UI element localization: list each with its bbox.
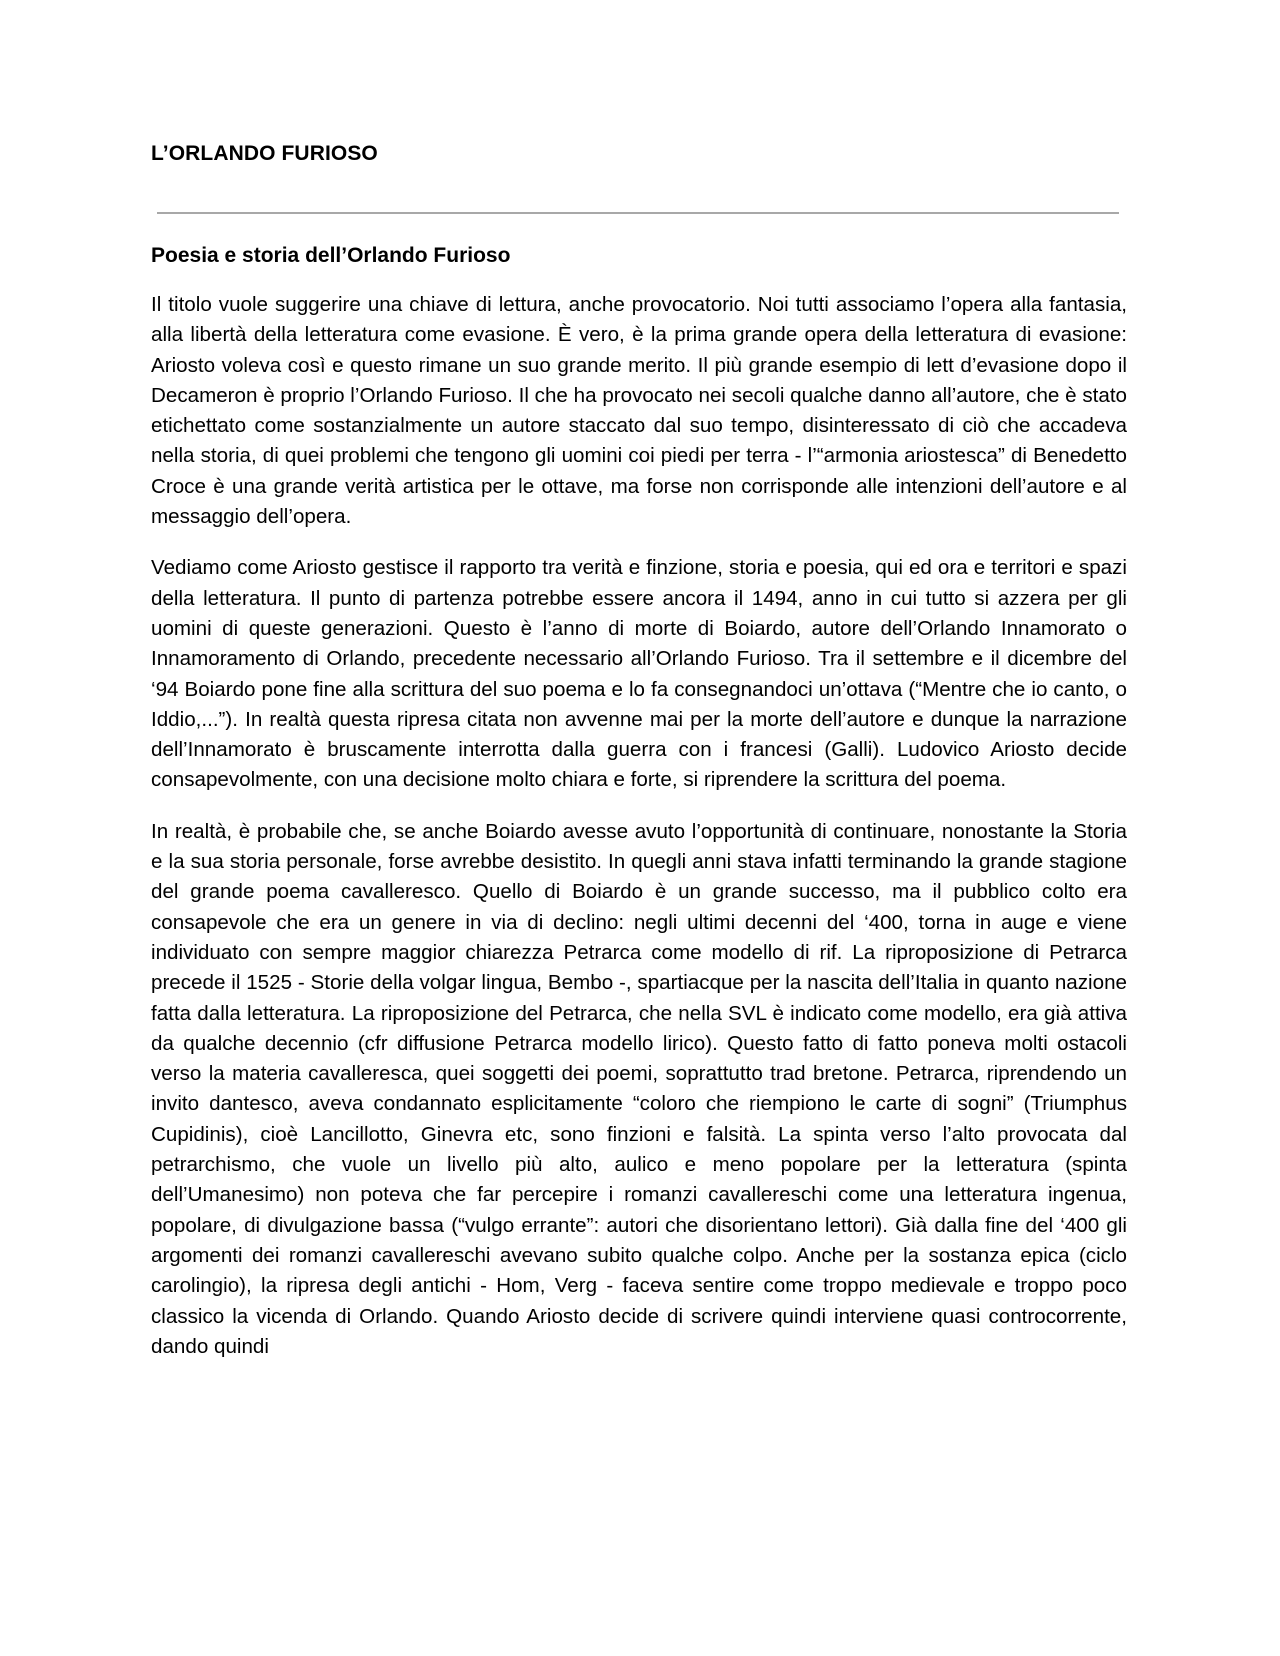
horizontal-rule — [157, 212, 1119, 214]
paragraph-3: In realtà, è probabile che, se anche Boiardo avesse avuto l’opportunità di continuare, nonostante la Storia e la sua storia personale, forse avrebbe desistito. In quegli anni stava infatti terminando la grande stagione del grande poema cavalleresco. Quello di Boiardo è un grande successo, ma il pubblico colto era consapevole che era un genere in via di declino: negli ultimi decenni del ‘400, torna in auge e viene individuato con sempre maggior chiarezza Petrarca come modello di rif. La riproposizione di Petrarca precede il 1525 - Storie della volgar lingua, Bembo -, spartiacque per la nascita dell’Italia in quanto nazione fatta dalla letteratura. La riproposizione del Petrarca, che nella SVL è indicato come modello, era già attiva da qualche decennio (cfr diffusione Petrarca modello lirico). Questo fatto di fatto poneva molti ostacoli verso la materia cavalleresca, quei soggetti dei poemi, soprattutto trad bretone. Petrarca, riprendendo un invito dantesco, aveva condannato esplicitamente “coloro che riempiono le carte di sogni” (Triumphus Cupidinis), cioè Lancillotto, Ginevra etc, sono finzioni e falsità. La spinta verso l’alto provocata dal petrarchismo, che vuole un livello più alto, aulico e meno popolare per la letteratura (spinta dell’Umanesimo) non poteva che far percepire i romanzi cavallereschi come una letteratura ingenua, popolare, di divulgazione bassa (“vulgo errante”: autori che disorientano lettori). Già dalla fine del ‘400 gli argomenti dei romanzi cavallereschi avevano subito qualche colpo. Anche per la sostanza epica (ciclo carolingio), la ripresa degli antichi - Hom, Verg - faceva sentire come troppo medievale e troppo poco classico la vicenda di Orlando. Quando Ariosto decide di scrivere quindi interviene quasi controcorrente, dando quindi — [151, 819, 1127, 1358]
document-page — [151, 140, 1127, 1362]
section-heading: Poesia e storia dell’Orlando Furioso — [151, 244, 511, 267]
paragraph-2: Vediamo come Ariosto gestisce il rapporto tra verità e finzione, storia e poesia, qui ed ora e territori e spazi della letteratura. Il punto di partenza potrebbe essere ancora il 1494, anno in cui tutto si azzera per gli uomini di queste generazioni. Questo è l’anno di morte di Boiardo, autore dell’Orlando Innamorato o Innamoramento di Orlando, precedente necessario all’Orlando Furioso. Tra il settembre e il dicembre del ‘94 Boiardo pone fine alla scrittura del suo poema e lo fa consegnandoci un’ottava (“Mentre che io canto, o Iddio,...”). In realtà questa ripresa citata non avvenne mai per la morte dell’autore e dunque la narrazione dell’Innamorato è bruscamente interrotta dalla guerra con i francesi (Galli). Ludovico Ariosto decide consapevolmente, con una decisione molto chiara e forte, si riprendere la scrittura del poema. — [151, 556, 1127, 792]
paragraph-1: Il titolo vuole suggerire una chiave di lettura, anche provocatorio. Noi tutti associamo l’opera alla fantasia, alla libertà della letteratura come evasione. È vero, è la prima grande opera della letteratura di evasione: Ariosto voleva così e questo rimane un suo grande merito. Il più grande esempio di lett d’evasione dopo il Decameron è proprio l’Orlando Furioso. Il che ha provocato nei secoli qualche danno all’autore, che è stato etichettato come sostanzialmente un autore staccato dal suo tempo, disinteressato di ciò che accadeva nella storia, di quei problemi che tengono gli uomini coi piedi per terra - l’“armonia ariostesca” di Benedetto Croce è una grande verità artistica per le ottave, ma forse non corrisponde alle intenzioni dell’autore e al messaggio dell’opera. — [151, 293, 1127, 529]
document-title: L’ORLANDO FURIOSO — [151, 142, 378, 165]
